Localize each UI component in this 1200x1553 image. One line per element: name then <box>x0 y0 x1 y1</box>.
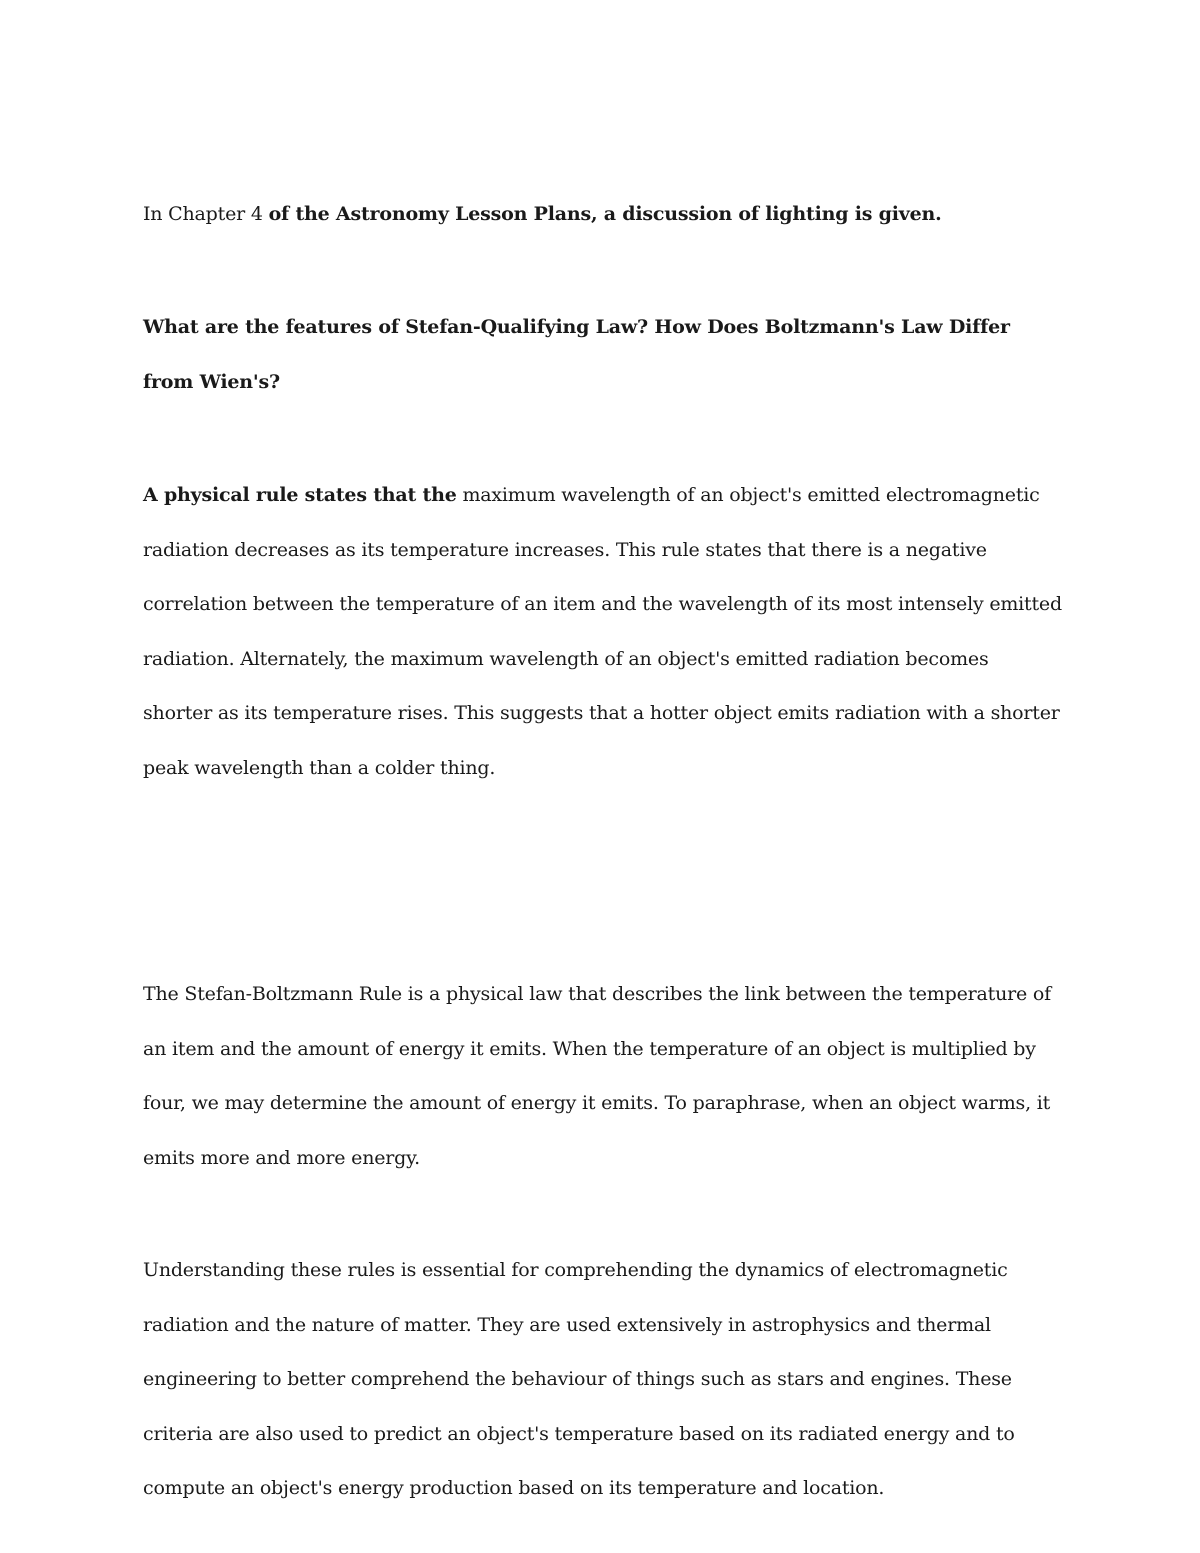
paragraph-conclusion: Understanding these rules is essential for comprehending the dynamics of electromagnetic radiation and the nature of matter. They are used extensively in astrophysics and thermal engineering to better comprehend the behaviour of things such as stars and engines. These criteria are also used to predict an object's temperature based on its radiated energy and to compute an object's energy production based on its temperature and location. <box>143 1259 1015 1499</box>
intro-bold-text: of the Astronomy Lesson Plans, a discussion of lighting is given. <box>268 203 942 225</box>
paragraph1-lead-bold: A physical rule states that the <box>143 484 457 506</box>
question-heading: What are the features of Stefan-Qualifying Law? How Does Boltzmann's Law Differ from Wien's? <box>143 316 1010 393</box>
intro-line <box>143 187 1063 242</box>
intro-regular-text: In Chapter 4 <box>143 203 269 225</box>
paragraph-stefan-boltzmann: The Stefan-Boltzmann Rule is a physical law that describes the link between the temperature of an item and the amount of energy it emits. When the temperature of an object is multiplied by four, we may determine the amount of energy it emits. To paraphrase, when an object warms, it emits more and more energy. <box>143 983 1051 1169</box>
paragraph-wien-law <box>143 468 1063 795</box>
paragraph1-body: maximum wavelength of an object's emitted electromagnetic radiation decreases as its temperature increases. This rule states that there is a negative correlation between the temperature of an item and the wavelength of its most intensely emitted radiation. Alternately, the maximum wavelength of an object's emitted radiation becomes shorter as its temperature rises. This suggests that a hotter object emits radiation with a shorter peak wavelength than a colder thing. <box>143 484 1062 779</box>
